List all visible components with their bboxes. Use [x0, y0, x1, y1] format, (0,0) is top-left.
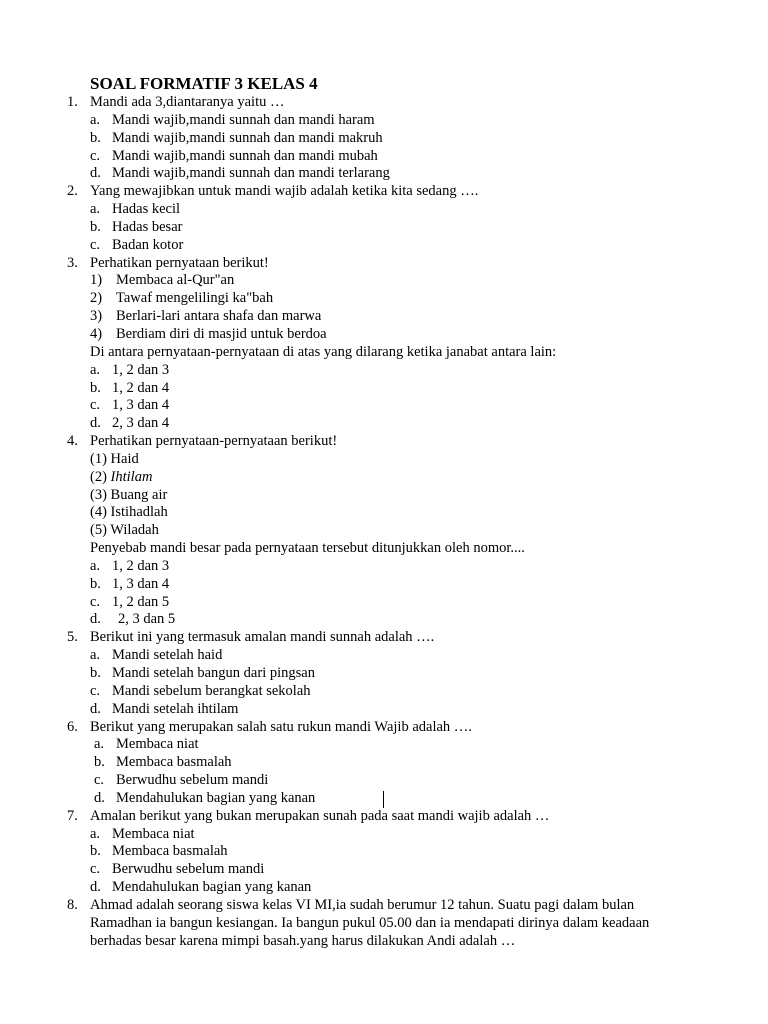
- question-text: Berikut ini yang termasuk amalan mandi sunnah adalah ….: [90, 629, 435, 646]
- statement-item: [90, 522, 159, 540]
- option-letter: b.: [90, 218, 101, 235]
- option-letter: c.: [94, 772, 105, 789]
- option-6a: [0, 736, 768, 754]
- question-4: [0, 433, 768, 451]
- question-1: [0, 94, 768, 112]
- statement-number: 3): [90, 308, 103, 325]
- option-text: Badan kotor: [112, 236, 184, 253]
- question-text: Amalan berikut yang bukan merupakan sunah pada saat mandi wajib adalah …: [90, 807, 550, 824]
- option-letter: a.: [90, 111, 101, 128]
- statement-item: [90, 451, 139, 469]
- question-list: [0, 94, 768, 951]
- question-text-line-1: Ahmad adalah seorang siswa kelas VI MI,ia sudah berumur 12 tahun. Suatu pagi dalam bulan: [90, 896, 635, 913]
- question-3-prompt: [0, 344, 768, 362]
- statement-item: [90, 469, 152, 487]
- question-number: 8.: [67, 896, 78, 913]
- option-text: Hadas kecil: [112, 201, 181, 218]
- option-text: 2, 3 dan 4: [112, 415, 170, 432]
- option-letter: b.: [90, 843, 101, 860]
- option-text: Mandi wajib,mandi sunnah dan mandi haram: [112, 111, 375, 128]
- option-text: Membaca niat: [112, 825, 195, 842]
- option-5a: [0, 647, 768, 665]
- statement-text: Buang air: [110, 486, 168, 503]
- option-letter: d.: [90, 700, 101, 717]
- option-letter: c.: [90, 147, 101, 164]
- option-5b: [0, 665, 768, 683]
- statement-number: 1): [90, 272, 103, 289]
- option-text: 2, 3 dan 5: [118, 611, 176, 628]
- statement-3-2: [0, 290, 768, 308]
- option-text: Mandi wajib,mandi sunnah dan mandi mubah: [112, 147, 378, 164]
- option-text: 1, 2 dan 4: [112, 379, 170, 396]
- option-text: Mendahulukan bagian yang kanan: [116, 789, 316, 806]
- question-text-line-2: Ramadhan ia bangun kesiangan. Ia bangun pukul 05.00 dan ia mendapati dirinya dalam keadaan: [90, 914, 650, 931]
- option-text: 1, 2 dan 5: [112, 593, 170, 610]
- option-text: 1, 3 dan 4: [112, 575, 170, 592]
- statement-text: Tawaf mengelilingi ka"bah: [116, 290, 274, 307]
- option-1a: [0, 112, 768, 130]
- question-3: [0, 255, 768, 273]
- option-letter: b.: [90, 665, 101, 681]
- question-2: [0, 183, 768, 201]
- option-letter: a.: [94, 736, 105, 753]
- option-letter: d.: [90, 415, 101, 432]
- option-4a: [0, 558, 768, 576]
- statement-text: Ihtilam: [110, 468, 153, 485]
- option-text: Mandi wajib,mandi sunnah dan mandi terlarang: [112, 165, 390, 182]
- statement-text: Membaca al-Qur"an: [116, 272, 235, 289]
- option-letter: d.: [90, 611, 101, 628]
- statement-text: Berdiam diri di masjid untuk berdoa: [116, 325, 327, 342]
- statement-number: (1): [90, 450, 107, 467]
- option-5d: [0, 701, 768, 719]
- statement-3-1: [0, 272, 768, 290]
- option-text: Berwudhu sebelum mandi: [116, 772, 269, 789]
- statement-4-4: [0, 504, 768, 522]
- statement-number: (4): [90, 504, 107, 521]
- option-2c: [0, 237, 768, 255]
- statement-3-3: [0, 308, 768, 326]
- option-7d: [0, 879, 768, 897]
- statement-4-5: [0, 522, 768, 540]
- option-text: 1, 2 dan 3: [112, 361, 170, 378]
- option-1d: [0, 165, 768, 183]
- option-letter: a.: [90, 361, 101, 378]
- option-7b: [0, 843, 768, 861]
- option-3b: [0, 380, 768, 398]
- question-text: Yang mewajibkan untuk mandi wajib adalah ketika kita sedang ….: [90, 183, 479, 200]
- question-text-line-3: berhadas besar karena mimpi basah.yang harus dilakukan Andi adalah …: [90, 932, 516, 949]
- statement-number: (3): [90, 486, 107, 503]
- question-text: Mandi ada 3,diantaranya yaitu …: [90, 94, 285, 110]
- question-number: 1.: [67, 94, 78, 110]
- option-4c: [0, 594, 768, 612]
- option-1b: [0, 130, 768, 148]
- option-text: Hadas besar: [112, 218, 183, 235]
- statement-number: 4): [90, 325, 103, 342]
- option-text: Mandi setelah ihtilam: [112, 700, 239, 717]
- option-letter: a.: [90, 557, 101, 574]
- option-letter: b.: [90, 575, 101, 592]
- option-text: 1, 2 dan 3: [112, 557, 170, 574]
- option-letter: b.: [90, 129, 101, 146]
- option-text: Mandi sebelum berangkat sekolah: [112, 682, 311, 699]
- question-5: [0, 629, 768, 647]
- option-text: Membaca niat: [116, 736, 199, 753]
- option-text: Mandi setelah bangun dari pingsan: [112, 665, 315, 681]
- option-6d: [0, 790, 768, 808]
- option-letter: a.: [90, 201, 101, 218]
- option-text: Membaca basmalah: [112, 843, 228, 860]
- prompt-text: Penyebab mandi besar pada pernyataan tersebut ditunjukkan oleh nomor....: [90, 540, 525, 557]
- question-7: [0, 808, 768, 826]
- option-text: Mendahulukan bagian yang kanan: [112, 879, 312, 896]
- text-cursor: [383, 791, 384, 808]
- option-3a: [0, 362, 768, 380]
- option-2b: [0, 219, 768, 237]
- statement-4-1: [0, 451, 768, 469]
- question-text: Perhatikan pernyataan berikut!: [90, 254, 269, 271]
- option-text: Membaca basmalah: [116, 754, 232, 771]
- question-8: [0, 897, 768, 915]
- option-2a: [0, 201, 768, 219]
- option-text: 1, 3 dan 4: [112, 397, 170, 414]
- prompt-text: Di antara pernyataan-pernyataan di atas yang dilarang ketika janabat antara lain:: [90, 343, 557, 360]
- statement-3-4: [0, 326, 768, 344]
- question-number: 7.: [67, 807, 78, 824]
- option-letter: c.: [90, 593, 101, 610]
- option-7a: [0, 826, 768, 844]
- question-number: 3.: [67, 254, 78, 271]
- option-letter: b.: [94, 754, 105, 771]
- option-3d: [0, 415, 768, 433]
- option-letter: c.: [90, 236, 101, 253]
- statement-4-3: [0, 487, 768, 505]
- statement-text: Istihadlah: [110, 504, 168, 521]
- page-title: SOAL FORMATIF 3 KELAS 4: [90, 74, 318, 93]
- option-letter: b.: [90, 379, 101, 396]
- option-letter: a.: [90, 825, 101, 842]
- option-letter: d.: [90, 879, 101, 896]
- statement-text: Wiladah: [110, 522, 159, 539]
- question-8-line-2: [0, 915, 768, 933]
- question-number: 2.: [67, 183, 78, 200]
- option-5c: [0, 683, 768, 701]
- option-text: Berwudhu sebelum mandi: [112, 861, 265, 878]
- question-number: 4.: [67, 433, 78, 450]
- option-6b: [0, 754, 768, 772]
- statement-number: (5): [90, 522, 107, 539]
- option-text: Mandi wajib,mandi sunnah dan mandi makruh: [112, 129, 383, 146]
- statement-item: [90, 504, 168, 522]
- option-letter: c.: [90, 682, 101, 699]
- statement-4-2: [0, 469, 768, 487]
- option-7c: [0, 861, 768, 879]
- option-letter: d.: [90, 165, 101, 182]
- option-4d: [0, 611, 768, 629]
- question-number: 6.: [67, 718, 78, 735]
- statement-number: (2): [90, 468, 107, 485]
- option-letter: d.: [94, 789, 105, 806]
- option-1c: [0, 148, 768, 166]
- option-letter: c.: [90, 397, 101, 414]
- option-6c: [0, 772, 768, 790]
- option-letter: a.: [90, 647, 101, 664]
- statement-text: Haid: [110, 450, 139, 467]
- question-text: Perhatikan pernyataan-pernyataan berikut!: [90, 433, 338, 450]
- option-text: Mandi setelah haid: [112, 647, 223, 664]
- question-4-prompt: [0, 540, 768, 558]
- statement-text: Berlari-lari antara shafa dan marwa: [116, 308, 322, 325]
- question-8-line-3: [0, 933, 768, 951]
- statement-number: 2): [90, 290, 103, 307]
- question-6: [0, 719, 768, 737]
- question-number: 5.: [67, 629, 78, 646]
- option-letter: c.: [90, 861, 101, 878]
- option-4b: [0, 576, 768, 594]
- statement-item: [90, 487, 167, 505]
- question-text: Berikut yang merupakan salah satu rukun mandi Wajib adalah ….: [90, 718, 472, 735]
- option-3c: [0, 397, 768, 415]
